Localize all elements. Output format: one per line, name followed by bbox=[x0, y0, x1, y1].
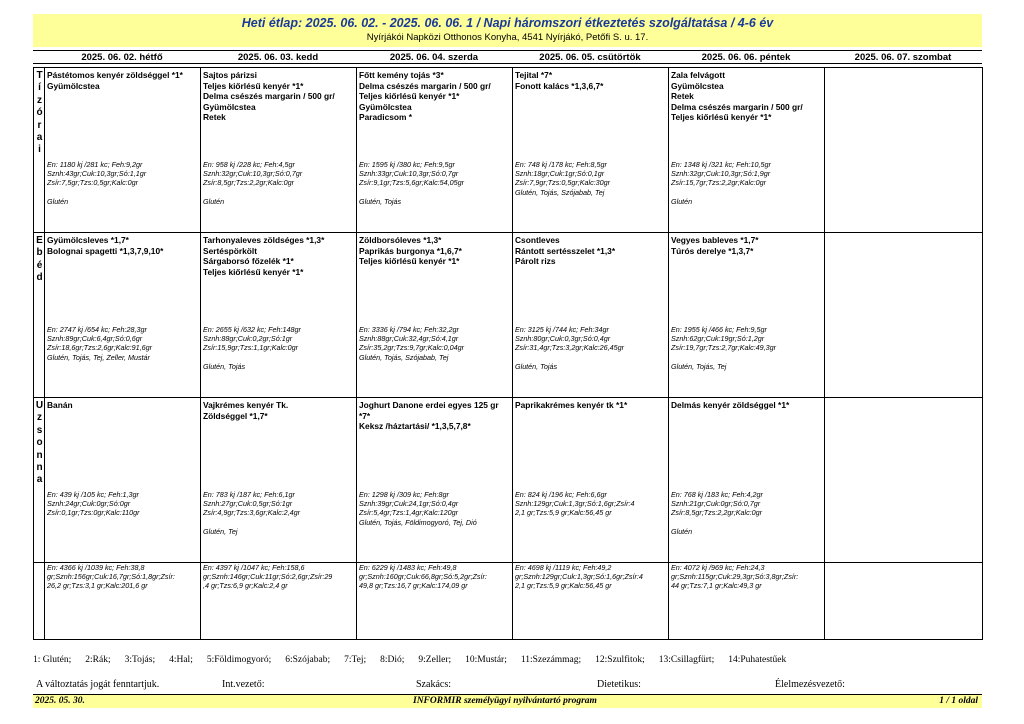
menu-cell bbox=[45, 68, 201, 233]
menu-cell bbox=[669, 233, 825, 398]
nutrition-info bbox=[47, 160, 198, 206]
allergen-list: Glutén bbox=[671, 526, 693, 536]
nutrition-line: Zsír:19,7gr;Tzs:2,7gr;Kalc:49,3gr bbox=[671, 343, 777, 353]
menu-cell bbox=[669, 398, 825, 563]
nutrition-info bbox=[359, 325, 510, 362]
nutrition-line: Zsír:15,7gr;Tzs:2,2gr;Kalc:0gr bbox=[671, 178, 767, 188]
allergen-list: Glutén, Tojás, Tej bbox=[671, 361, 727, 371]
dish-item: Tarhonyaleves zöldséges *1,3* bbox=[203, 235, 325, 245]
menu-cell bbox=[825, 233, 983, 398]
meal-label-letter: T bbox=[36, 70, 43, 81]
dietitian-signature-label: Dietetikus: bbox=[597, 679, 641, 690]
dish-item: Sárgaborsó főzelék *1* bbox=[203, 256, 294, 266]
nutrition-line: En: 1180 kj /281 kc; Feh:9,2gr bbox=[47, 160, 143, 169]
daily-total-line: gr;Sznh:156gr;Cuk:16,7gr;Só:1,8gr;Zsír: bbox=[47, 572, 175, 582]
allergen-legend-item: 5:Földimogyoró; bbox=[206, 655, 272, 665]
dish-item: Gyümölcsleves *1,7* bbox=[47, 235, 129, 245]
dish-list bbox=[203, 70, 354, 123]
nutrition-line: En: 3336 kj /794 kc; Feh:32,2gr bbox=[359, 325, 459, 334]
spacer bbox=[203, 353, 354, 362]
nutrition-line: Zsír:0,1gr;Tzs:0gr;Kalc:110gr bbox=[47, 508, 140, 518]
nutrition-line: Sznh:18gr;Cuk:1gr;Só:0,1gr bbox=[515, 169, 605, 179]
nutrition-info bbox=[359, 160, 510, 206]
menu-cell bbox=[201, 68, 357, 233]
meal-label-letter: U bbox=[35, 400, 44, 411]
nutrition-info bbox=[671, 160, 822, 206]
nutrition-line: Zsír:8,5gr;Tzs:2,2gr;Kalc:0gr bbox=[203, 178, 295, 188]
nutrition-line: Zsír:5,4gr;Tzs:1,4gr;Kalc:120gr bbox=[359, 508, 459, 518]
nutrition-line: En: 3125 kj /744 kc; Feh:34gr bbox=[515, 325, 609, 334]
dish-item: Paprikás burgonya *1,6,7* bbox=[359, 245, 462, 256]
dish-item: Gyümölcstea bbox=[47, 80, 100, 91]
nutrition-line: Zsír:9,1gr;Tzs:5,6gr;Kalc:54,05gr bbox=[359, 178, 465, 188]
daily-total-cell bbox=[513, 563, 669, 640]
dish-item: Zala felvágott bbox=[671, 70, 725, 80]
dish-item: Zöldséggel *1,7* bbox=[203, 410, 268, 421]
dish-item: Teljes kiőrlésű kenyér *1* bbox=[203, 80, 304, 91]
meal-label-letter: z bbox=[37, 94, 42, 106]
food-manager-signature-label: Élelmezésvezető: bbox=[775, 679, 845, 690]
daily-total-line: 44 gr;Tzs:7,1 gr;Kalc:49,3 gr bbox=[671, 581, 762, 591]
dish-item: Túrós derelye *1,3,7* bbox=[671, 245, 754, 256]
dish-item: Teljes kiőrlésű kenyér *1* bbox=[203, 266, 304, 277]
daily-total-line: En: 4072 kj /969 kc; Feh:24,3 bbox=[671, 563, 765, 572]
daily-total-info bbox=[203, 563, 354, 591]
meal-label-letter: é bbox=[36, 259, 43, 271]
allergen-legend-item: 4:Hal; bbox=[169, 655, 193, 665]
daily-total-info bbox=[515, 563, 666, 591]
meal-label bbox=[34, 68, 45, 233]
dish-item: Gyümölcstea bbox=[671, 80, 724, 91]
daily-total-line: gr;Sznh:146gr;Cuk:11gr;Só:2,6gr;Zsír:29 bbox=[203, 572, 333, 582]
allergen-list: Glutén, Tojás bbox=[515, 361, 558, 371]
nutrition-line: Sznh:43gr;Cuk:10,3gr;Só:1,1gr bbox=[47, 169, 147, 179]
dish-list bbox=[203, 235, 354, 277]
dish-item: Teljes kiőrlésű kenyér *1* bbox=[671, 112, 772, 122]
dish-item: Delmás kenyér zöldséggel *1* bbox=[671, 400, 790, 410]
daily-total-info bbox=[359, 563, 510, 591]
meal-label-letter: ó bbox=[36, 107, 43, 119]
allergen-list: Glutén, Tojás bbox=[359, 196, 402, 206]
menu-cell bbox=[201, 398, 357, 563]
nutrition-line: Sznh:88gr;Cuk:32,4gr;Só:4,1gr bbox=[359, 334, 459, 344]
nutrition-info bbox=[671, 325, 822, 371]
allergen-legend-item: 7:Tej; bbox=[344, 655, 367, 665]
menu-cell bbox=[357, 68, 513, 233]
nutrition-line: En: 768 kj /183 kc; Feh:4,2gr bbox=[671, 490, 763, 499]
daily-total-cell bbox=[201, 563, 357, 640]
nutrition-line: Glutén, Tojás, Tej, Zeller, Mustár bbox=[47, 352, 150, 362]
print-date: 2025. 05. 30. bbox=[35, 696, 85, 706]
spacer bbox=[203, 188, 354, 197]
meal-label-letter: a bbox=[36, 474, 43, 486]
daily-totals-row bbox=[34, 563, 983, 640]
nutrition-line: Sznh:32gr;Cuk:10,3gr;Só:1,9gr bbox=[671, 169, 771, 179]
dish-item: Csontleves bbox=[515, 235, 560, 245]
manager-signature-label: Int.vezető: bbox=[222, 679, 265, 690]
dish-item: Delma csészés margarin / 500 gr/ bbox=[359, 80, 491, 91]
menu-cell bbox=[825, 68, 983, 233]
daily-total-line: 49,8 gr;Tzs:16,7 gr;Kalc:174,09 gr bbox=[359, 581, 468, 591]
nutrition-line: Zsír:31,4gr;Tzs:3,2gr;Kalc:26,45gr bbox=[515, 343, 625, 353]
allergen-legend bbox=[33, 655, 800, 665]
daily-total-line: 2,1 gr;Tzs:5,9 gr;Kalc:56,45 gr bbox=[515, 581, 612, 591]
dish-item: Sertéspörkölt bbox=[203, 245, 257, 256]
nutrition-info bbox=[515, 160, 666, 197]
meal-label-letter: d bbox=[36, 272, 43, 284]
menu-cell bbox=[669, 68, 825, 233]
allergen-legend-item: 3:Tojás; bbox=[124, 655, 156, 665]
dish-list bbox=[671, 235, 822, 256]
allergen-list: Glutén bbox=[47, 196, 69, 206]
rights-note: A változtatás jogát fenntartjuk. bbox=[36, 679, 160, 690]
nutrition-line: 2,1 gr;Tzs:5,9 gr;Kalc:56,45 gr bbox=[515, 508, 612, 518]
nutrition-line: En: 2655 kj /632 kc; Feh:148gr bbox=[203, 325, 301, 334]
dish-list bbox=[47, 70, 198, 91]
dish-item: Delma csészés margarin / 500 gr/ bbox=[203, 91, 335, 101]
nutrition-line: En: 958 kj /228 kc; Feh:4,5gr bbox=[203, 160, 295, 169]
nutrition-line: Sznh:21gr;Cuk:0gr;Só:0,7gr bbox=[671, 499, 761, 509]
menu-cell bbox=[513, 233, 669, 398]
daily-total-cell bbox=[669, 563, 825, 640]
dish-item: Zöldborsóleves *1,3* bbox=[359, 235, 442, 245]
day-header-wednesday: 2025. 06. 04. szerda bbox=[389, 52, 479, 63]
allergen-legend-item: 11:Szezámmag; bbox=[520, 655, 582, 665]
cook-signature-label: Szakács: bbox=[416, 679, 451, 690]
daily-total-line: 26,2 gr;Tzs:3,1 gr;Kalc:201,6 gr bbox=[47, 581, 148, 591]
nutrition-line: Glutén, Tojás, Földimogyoró, Tej, Dió bbox=[359, 517, 477, 527]
daily-total-cell bbox=[45, 563, 201, 640]
nutrition-line: En: 1955 kj /466 kc; Feh:9,5gr bbox=[671, 325, 767, 334]
meal-label bbox=[34, 233, 45, 398]
nutrition-line: Sznh:62gr;Cuk:19gr;Só:1,2gr bbox=[671, 334, 765, 344]
daily-total-line: gr;Sznh:115gr;Cuk:29,3gr;Só:3,8gr;Zsír: bbox=[671, 572, 799, 582]
nutrition-line: En: 439 kj /105 kc; Feh:1,3gr bbox=[47, 490, 139, 499]
allergen-legend-item: 2:Rák; bbox=[85, 655, 111, 665]
nutrition-info bbox=[47, 325, 198, 362]
nutrition-line: En: 1298 kj /309 kc; Feh:8gr bbox=[359, 490, 449, 499]
allergen-list: Glutén, Tojás bbox=[203, 361, 246, 371]
allergen-list: Glutén bbox=[671, 196, 693, 206]
nutrition-info bbox=[671, 490, 822, 536]
program-name: INFORMIR személyügyi nyilvántartó program bbox=[413, 696, 597, 706]
nutrition-line: Glutén, Tojás, Szójabab, Tej bbox=[515, 187, 605, 197]
allergen-legend-item: 13:Csillagfürt; bbox=[658, 655, 715, 665]
dish-list bbox=[359, 400, 510, 432]
nutrition-info bbox=[359, 490, 510, 527]
daily-total-info bbox=[671, 563, 822, 591]
dish-item: Joghurt Danone erdei egyes 125 gr *7* bbox=[359, 400, 499, 421]
daily-total-info bbox=[47, 563, 198, 591]
dish-item: Retek bbox=[203, 112, 226, 122]
meal-label-letter: z bbox=[37, 412, 42, 424]
allergen-legend-item: 8:Dió; bbox=[380, 655, 405, 665]
totals-label bbox=[34, 563, 45, 640]
nutrition-line: Sznh:27gr;Cuk:0,5gr;Só:1gr bbox=[203, 499, 293, 509]
dish-list bbox=[203, 400, 354, 421]
spacer bbox=[515, 353, 666, 362]
allergen-legend-item: 1: Glutén; bbox=[33, 655, 72, 665]
dish-item: Delma csészés margarin / 500 gr/ bbox=[671, 101, 803, 112]
day-header-saturday: 2025. 06. 07. szombat bbox=[854, 52, 952, 63]
dish-list bbox=[359, 235, 510, 267]
nutrition-line: Sznh:89gr;Cuk:6,4gr;Só:0,6gr bbox=[47, 334, 143, 344]
daily-total-line: gr;Sznh:129gr;Cuk:1,3gr;Só:1,6gr;Zsír:4 bbox=[515, 572, 643, 582]
nutrition-line: Sznh:33gr;Cuk:10,3gr;Só:0,7gr bbox=[359, 169, 459, 179]
dish-item: Gyümölcstea bbox=[359, 101, 412, 112]
meal-label-letter: a bbox=[36, 132, 43, 144]
nutrition-line: Zsír:7,5gr;Tzs:0,5gr;Kalc:0gr bbox=[47, 178, 139, 188]
dish-item: Vajkrémes kenyér Tk. bbox=[203, 400, 289, 410]
menu-cell bbox=[45, 398, 201, 563]
daily-total-line: gr;Sznh:160gr;Cuk:66,8gr;Só:5,2gr;Zsír: bbox=[359, 572, 487, 582]
dish-item: Vegyes bableves *1,7* bbox=[671, 235, 759, 245]
dish-list bbox=[515, 70, 666, 91]
menu-cell bbox=[201, 233, 357, 398]
dish-item: Keksz /háztartási/ *1,3,5,7,8* bbox=[359, 421, 471, 431]
daily-total-line: En: 4397 kj /1047 kc; Feh:158,6 bbox=[203, 563, 305, 572]
dish-item: Párolt rizs bbox=[515, 256, 556, 266]
nutrition-line: En: 1595 kj /380 kc; Feh:9,5gr bbox=[359, 160, 455, 169]
meal-row bbox=[34, 68, 983, 233]
allergen-legend-item: 9:Zeller; bbox=[418, 655, 452, 665]
meal-label-letter: í bbox=[38, 82, 41, 94]
nutrition-line: En: 783 kj /187 kc; Feh:6,1gr bbox=[203, 490, 295, 499]
daily-total-line: En: 6229 kj /1483 kc; Feh:49,8 bbox=[359, 563, 457, 572]
meal-row bbox=[34, 398, 983, 563]
allergen-legend-item: 6:Szójabab; bbox=[285, 655, 331, 665]
nutrition-info bbox=[47, 490, 198, 518]
nutrition-info bbox=[515, 325, 666, 371]
daily-total-cell bbox=[357, 563, 513, 640]
nutrition-line: Zsír:4,9gr;Tzs:3,6gr;Kalc:2,4gr bbox=[203, 508, 301, 518]
daily-total-line: En: 4366 kj /1039 kc; Feh:38,8 bbox=[47, 563, 145, 572]
nutrition-line: Zsír:35,2gr;Tzs:9,7gr;Kalc:0,04gr bbox=[359, 343, 465, 353]
dish-item: Teljes kiőrlésű kenyér *1* bbox=[359, 256, 460, 266]
meal-label-letter: b bbox=[36, 247, 43, 259]
dish-item: Fonott kalács *1,3,6,7* bbox=[515, 80, 604, 91]
day-header-friday: 2025. 06. 06. péntek bbox=[701, 52, 791, 63]
meal-label bbox=[34, 398, 45, 563]
allergen-legend-item: 10:Mustár; bbox=[465, 655, 507, 665]
menu-cell bbox=[357, 398, 513, 563]
spacer bbox=[203, 518, 354, 527]
nutrition-line: Zsír:15,9gr;Tzs:1,1gr;Kalc:0gr bbox=[203, 343, 299, 353]
nutrition-line: En: 748 kj /178 kc; Feh:8,5gr bbox=[515, 160, 607, 169]
allergen-list: Glutén bbox=[203, 196, 225, 206]
dish-item: Paprikakrémes kenyér tk *1* bbox=[515, 400, 628, 410]
menu-table bbox=[33, 67, 983, 640]
page-footer bbox=[33, 694, 982, 708]
menu-cell bbox=[825, 398, 983, 563]
nutrition-line: Sznh:32gr;Cuk:10,3gr;Só:0,7gr bbox=[203, 169, 303, 179]
nutrition-info bbox=[515, 490, 666, 518]
meal-label-letter: E bbox=[36, 235, 43, 246]
spacer bbox=[671, 353, 822, 362]
allergen-legend-item: 12:Szulfitok; bbox=[595, 655, 645, 665]
dish-list bbox=[359, 70, 510, 123]
daily-total-cell bbox=[825, 563, 983, 640]
nutrition-line: En: 1348 kj /321 kc; Feh:10,5gr bbox=[671, 160, 771, 169]
nutrition-line: En: 2747 kj /654 kc; Feh:28,3gr bbox=[47, 325, 147, 334]
nutrition-line: Zsír:18,6gr;Tzs:2,6gr;Kalc:91,6gr bbox=[47, 343, 153, 353]
dish-item: Bolognai spagetti *1,3,7,9,10* bbox=[47, 245, 164, 256]
kitchen-address: Nyírjákói Napközi Otthonos Konyha, 4541 Nyírjákó, Petőfi S. u. 17. bbox=[366, 32, 649, 43]
meal-label-letter: r bbox=[37, 119, 42, 131]
meal-label-letter: o bbox=[36, 437, 43, 449]
dish-item: Főtt kemény tojás *3* bbox=[359, 70, 444, 80]
dish-item: Gyümölcstea bbox=[203, 101, 256, 112]
dish-item: Retek bbox=[671, 91, 694, 101]
nutrition-info bbox=[203, 160, 354, 206]
page-title: Heti étlap: 2025. 06. 02. - 2025. 06. 06. 1 / Napi háromszori étkeztetés szolgáltatása / 4-6 év bbox=[241, 16, 774, 30]
nutrition-line: Zsír:7,9gr;Tzs:0,5gr;Kalc:30gr bbox=[515, 178, 611, 188]
day-header-monday: 2025. 06. 02. hétfő bbox=[81, 52, 163, 63]
spacer bbox=[359, 188, 510, 197]
dish-list bbox=[47, 400, 198, 411]
nutrition-line: Zsír:8,5gr;Tzs:2,2gr;Kalc:0gr bbox=[671, 508, 763, 518]
dish-list bbox=[671, 400, 822, 411]
nutrition-line: Sznh:39gr;Cuk:24,1gr;Só:0,4gr bbox=[359, 499, 459, 509]
spacer bbox=[671, 188, 822, 197]
dish-list bbox=[515, 400, 666, 411]
nutrition-line: En: 824 kj /196 kc; Feh:6,6gr bbox=[515, 490, 607, 499]
nutrition-line: Sznh:88gr;Cuk:0,2gr;Só:1gr bbox=[203, 334, 293, 344]
nutrition-line: Glutén, Tojás, Szójabab, Tej bbox=[359, 352, 449, 362]
dish-item: Tejital *7* bbox=[515, 70, 553, 80]
menu-header bbox=[33, 14, 982, 47]
menu-cell bbox=[513, 398, 669, 563]
day-header-thursday: 2025. 06. 05. csütörtök bbox=[539, 52, 641, 63]
daily-total-line: En: 4698 kj /1119 kc; Feh:49,2 bbox=[515, 563, 612, 572]
meal-label-letter: i bbox=[38, 144, 41, 156]
dish-item: Banán bbox=[47, 400, 73, 410]
dish-list bbox=[515, 235, 666, 267]
allergen-legend-item: 14:Puhatestűek bbox=[728, 655, 787, 665]
menu-cell bbox=[357, 233, 513, 398]
nutrition-line: Sznh:24gr;Cuk:0gr;Só:0gr bbox=[47, 499, 131, 509]
dish-item: Teljes kiőrlésű kenyér *1* bbox=[359, 91, 460, 101]
spacer bbox=[47, 188, 198, 197]
page-number: 1 / 1 oldal bbox=[939, 696, 978, 706]
menu-cell bbox=[45, 233, 201, 398]
spacer bbox=[671, 518, 822, 527]
daily-total-line: ,4 gr;Tzs:6,9 gr;Kalc:2,4 gr bbox=[203, 581, 288, 591]
allergen-list: Glutén, Tej bbox=[203, 526, 238, 536]
dish-item: Rántott sertésszelet *1,3* bbox=[515, 245, 616, 256]
day-header-tuesday: 2025. 06. 03. kedd bbox=[237, 52, 319, 63]
nutrition-line: Sznh:80gr;Cuk:0,3gr;Só:0,4gr bbox=[515, 334, 611, 344]
dish-list bbox=[47, 235, 198, 256]
nutrition-info bbox=[203, 490, 354, 536]
dish-list bbox=[671, 70, 822, 123]
menu-cell bbox=[513, 68, 669, 233]
meal-label-letter: n bbox=[36, 462, 43, 474]
meal-label-letter: s bbox=[36, 424, 43, 436]
nutrition-info bbox=[203, 325, 354, 371]
day-header-row bbox=[33, 50, 982, 64]
dish-item: Sajtos párizsi bbox=[203, 70, 257, 80]
dish-item: Paradicsom * bbox=[359, 112, 413, 122]
nutrition-line: Sznh:129gr;Cuk:1,3gr;Só:1,6gr;Zsír:4 bbox=[515, 499, 635, 509]
meal-row bbox=[34, 233, 983, 398]
meal-label-letter: n bbox=[36, 449, 43, 461]
dish-item: Pástétomos kenyér zöldséggel *1* bbox=[47, 70, 183, 80]
